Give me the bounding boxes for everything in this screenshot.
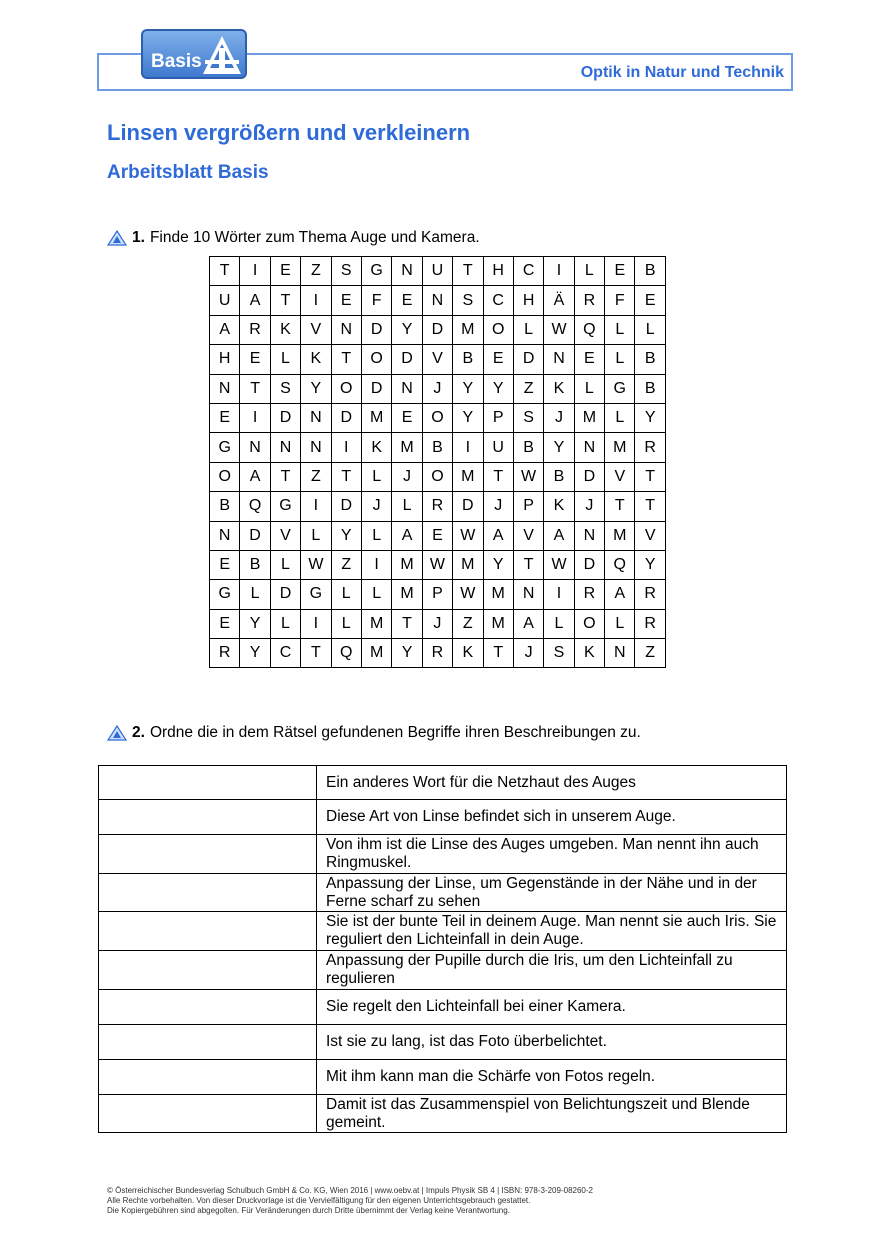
answer-field[interactable] xyxy=(99,874,317,912)
grid-cell[interactable]: Z xyxy=(453,609,483,638)
grid-cell[interactable]: M xyxy=(392,580,422,609)
grid-cell[interactable]: R xyxy=(635,609,665,638)
grid-cell[interactable]: T xyxy=(483,462,513,491)
grid-row xyxy=(210,639,666,668)
grid-cell[interactable]: B xyxy=(513,433,543,462)
grid-cell[interactable]: E xyxy=(240,345,270,374)
grid-cell[interactable]: B xyxy=(544,462,574,491)
grid-cell[interactable]: T xyxy=(331,345,361,374)
grid-cell[interactable]: N xyxy=(422,286,452,315)
grid-row xyxy=(210,609,666,638)
grid-cell[interactable]: V xyxy=(301,315,331,344)
matching-row xyxy=(99,1025,787,1060)
grid-cell[interactable]: F xyxy=(361,286,391,315)
grid-cell[interactable]: G xyxy=(301,580,331,609)
grid-cell[interactable]: V xyxy=(513,521,543,550)
grid-cell[interactable]: R xyxy=(574,580,604,609)
grid-cell[interactable]: N xyxy=(605,639,635,668)
grid-cell[interactable]: N xyxy=(392,374,422,403)
grid-cell[interactable]: D xyxy=(392,345,422,374)
description-cell: Ist sie zu lang, ist das Foto überbelichtet. xyxy=(317,1025,787,1060)
grid-cell[interactable]: R xyxy=(422,639,452,668)
grid-cell[interactable]: B xyxy=(210,492,240,521)
grid-cell[interactable]: M xyxy=(392,550,422,579)
grid-cell[interactable]: Z xyxy=(513,374,543,403)
triangle-level-icon xyxy=(107,230,127,246)
grid-cell[interactable]: N xyxy=(210,374,240,403)
grid-cell[interactable]: Y xyxy=(392,315,422,344)
grid-cell[interactable]: M xyxy=(453,550,483,579)
grid-row xyxy=(210,403,666,432)
grid-cell[interactable]: Y xyxy=(483,374,513,403)
footer-line-1: © Österreichischer Bundesverlag Schulbuch GmbH & Co. KG, Wien 2016 | www.oebv.at | Impuls Physik SB 4 | ISBN: 978-3-209-08260-2 xyxy=(107,1186,593,1195)
grid-cell[interactable]: H xyxy=(483,257,513,286)
grid-cell[interactable]: L xyxy=(635,315,665,344)
grid-cell[interactable]: D xyxy=(331,403,361,432)
grid-cell[interactable]: I xyxy=(453,433,483,462)
grid-cell[interactable]: D xyxy=(453,492,483,521)
grid-cell[interactable]: N xyxy=(574,521,604,550)
grid-cell[interactable]: D xyxy=(240,521,270,550)
page-subtitle: Arbeitsblatt Basis xyxy=(107,162,269,183)
grid-row xyxy=(210,315,666,344)
grid-cell[interactable]: W xyxy=(301,550,331,579)
grid-row xyxy=(210,492,666,521)
grid-cell[interactable]: P xyxy=(422,580,452,609)
description-cell: Damit ist das Zusammenspiel von Belichtungszeit und Blende gemeint. xyxy=(317,1095,787,1133)
section-title: Optik in Natur und Technik xyxy=(580,64,784,81)
basis-logo xyxy=(141,29,247,79)
grid-cell[interactable]: I xyxy=(361,550,391,579)
grid-cell[interactable]: I xyxy=(301,286,331,315)
grid-cell[interactable]: M xyxy=(605,433,635,462)
grid-cell[interactable]: E xyxy=(483,345,513,374)
grid-cell[interactable]: A xyxy=(544,521,574,550)
description-cell: Anpassung der Linse, um Gegenstände in der Nähe und in der Ferne scharf zu sehen xyxy=(317,874,787,912)
description-cell: Diese Art von Linse befindet sich in unserem Auge. xyxy=(317,800,787,835)
grid-row xyxy=(210,580,666,609)
grid-cell[interactable]: A xyxy=(605,580,635,609)
grid-cell[interactable]: O xyxy=(361,345,391,374)
grid-cell[interactable]: Y xyxy=(635,403,665,432)
grid-cell[interactable]: M xyxy=(605,521,635,550)
grid-cell[interactable]: S xyxy=(270,374,300,403)
grid-cell[interactable]: J xyxy=(361,492,391,521)
description-cell: Sie ist der bunte Teil in deinem Auge. Man nennt sie auch Iris. Sie reguliert den Lichteinfall in dein Auge. xyxy=(317,912,787,951)
answer-field[interactable] xyxy=(99,835,317,874)
grid-cell[interactable]: Z xyxy=(331,550,361,579)
grid-cell[interactable]: M xyxy=(453,315,483,344)
description-cell: Sie regelt den Lichteinfall bei einer Kamera. xyxy=(317,990,787,1025)
grid-cell[interactable]: L xyxy=(605,609,635,638)
grid-cell[interactable]: T xyxy=(483,639,513,668)
grid-cell[interactable]: J xyxy=(392,462,422,491)
page-title: Linsen vergrößern und verkleinern xyxy=(107,120,471,145)
grid-cell[interactable]: B xyxy=(635,257,665,286)
grid-cell[interactable]: D xyxy=(513,345,543,374)
grid-cell[interactable]: Q xyxy=(574,315,604,344)
grid-cell[interactable]: W xyxy=(453,580,483,609)
grid-cell[interactable]: T xyxy=(392,609,422,638)
matching-row xyxy=(99,835,787,874)
answer-field[interactable] xyxy=(99,1025,317,1060)
grid-cell[interactable]: Y xyxy=(240,639,270,668)
grid-cell[interactable]: U xyxy=(210,286,240,315)
answer-field[interactable] xyxy=(99,1060,317,1095)
grid-cell[interactable]: E xyxy=(422,521,452,550)
grid-cell[interactable]: N xyxy=(392,257,422,286)
grid-cell[interactable]: D xyxy=(331,492,361,521)
grid-cell[interactable]: Y xyxy=(301,374,331,403)
grid-cell[interactable]: W xyxy=(422,550,452,579)
grid-cell[interactable]: U xyxy=(422,257,452,286)
answer-field[interactable] xyxy=(99,990,317,1025)
grid-cell[interactable]: E xyxy=(331,286,361,315)
triangle-level-icon xyxy=(107,725,127,741)
task-2 xyxy=(107,724,641,742)
grid-cell[interactable]: E xyxy=(574,345,604,374)
grid-cell[interactable]: P xyxy=(483,403,513,432)
grid-cell[interactable]: V xyxy=(422,345,452,374)
grid-cell[interactable]: F xyxy=(605,286,635,315)
matching-table xyxy=(98,765,787,1133)
grid-cell[interactable]: R xyxy=(574,286,604,315)
grid-cell[interactable]: H xyxy=(513,286,543,315)
grid-cell[interactable]: Z xyxy=(635,639,665,668)
grid-cell[interactable]: P xyxy=(513,492,543,521)
grid-cell[interactable]: R xyxy=(635,433,665,462)
grid-cell[interactable]: L xyxy=(605,345,635,374)
grid-cell[interactable]: S xyxy=(331,257,361,286)
grid-cell[interactable]: H xyxy=(210,345,240,374)
grid-cell[interactable]: T xyxy=(513,550,543,579)
grid-cell[interactable]: A xyxy=(513,609,543,638)
grid-cell[interactable]: N xyxy=(301,403,331,432)
grid-cell[interactable]: E xyxy=(210,609,240,638)
grid-cell[interactable]: O xyxy=(574,609,604,638)
grid-cell[interactable]: V xyxy=(270,521,300,550)
grid-cell[interactable]: A xyxy=(240,462,270,491)
grid-cell[interactable]: L xyxy=(240,580,270,609)
grid-cell[interactable]: T xyxy=(270,286,300,315)
grid-cell[interactable]: M xyxy=(453,462,483,491)
grid-row xyxy=(210,462,666,491)
grid-row xyxy=(210,345,666,374)
grid-cell[interactable]: A xyxy=(240,286,270,315)
grid-cell[interactable]: S xyxy=(513,403,543,432)
grid-cell[interactable]: I xyxy=(240,403,270,432)
grid-cell[interactable]: R xyxy=(422,492,452,521)
matching-row xyxy=(99,1095,787,1133)
grid-cell[interactable]: R xyxy=(240,315,270,344)
grid-cell[interactable]: T xyxy=(301,639,331,668)
grid-cell[interactable]: E xyxy=(210,403,240,432)
grid-cell[interactable]: M xyxy=(574,403,604,432)
logo-text: Basis xyxy=(151,51,202,72)
grid-cell[interactable]: O xyxy=(210,462,240,491)
matching-row xyxy=(99,800,787,835)
grid-cell[interactable]: L xyxy=(270,345,300,374)
grid-cell[interactable]: I xyxy=(544,257,574,286)
grid-cell[interactable]: C xyxy=(270,639,300,668)
grid-cell[interactable]: C xyxy=(513,257,543,286)
grid-cell[interactable]: I xyxy=(240,257,270,286)
grid-cell[interactable]: M xyxy=(483,580,513,609)
task-2-number: 2. xyxy=(132,724,145,741)
grid-cell[interactable]: J xyxy=(483,492,513,521)
grid-cell[interactable]: U xyxy=(483,433,513,462)
grid-cell[interactable]: T xyxy=(635,462,665,491)
grid-cell[interactable]: E xyxy=(270,257,300,286)
grid-cell[interactable]: J xyxy=(574,492,604,521)
task-1-text: Finde 10 Wörter zum Thema Auge und Kamera. xyxy=(149,229,480,246)
grid-cell[interactable]: L xyxy=(574,374,604,403)
grid-cell[interactable]: N xyxy=(210,521,240,550)
grid-cell[interactable]: D xyxy=(422,315,452,344)
logo-triangle-icon xyxy=(201,34,243,76)
grid-cell[interactable]: N xyxy=(513,580,543,609)
grid-cell[interactable]: B xyxy=(635,374,665,403)
grid-cell[interactable]: O xyxy=(331,374,361,403)
grid-cell[interactable]: Y xyxy=(453,403,483,432)
grid-cell[interactable]: N xyxy=(301,433,331,462)
grid-cell[interactable]: Q xyxy=(605,550,635,579)
answer-field[interactable] xyxy=(99,800,317,835)
grid-cell[interactable]: G xyxy=(210,433,240,462)
grid-cell[interactable]: N xyxy=(544,345,574,374)
grid-cell[interactable]: I xyxy=(301,609,331,638)
grid-cell[interactable]: B xyxy=(422,433,452,462)
grid-cell[interactable]: L xyxy=(361,580,391,609)
description-cell: Anpassung der Pupille durch die Iris, um den Lichteinfall zu regulieren xyxy=(317,951,787,990)
grid-cell[interactable]: L xyxy=(574,257,604,286)
grid-cell[interactable]: E xyxy=(635,286,665,315)
grid-cell[interactable]: O xyxy=(422,462,452,491)
grid-cell[interactable]: N xyxy=(331,315,361,344)
grid-cell[interactable]: D xyxy=(574,462,604,491)
grid-cell[interactable]: L xyxy=(605,315,635,344)
grid-cell[interactable]: Z xyxy=(301,462,331,491)
grid-cell[interactable]: D xyxy=(270,580,300,609)
grid-cell[interactable]: J xyxy=(544,403,574,432)
grid-cell[interactable]: T xyxy=(331,462,361,491)
grid-cell[interactable]: K xyxy=(544,374,574,403)
matching-row xyxy=(99,912,787,951)
grid-cell[interactable]: K xyxy=(361,433,391,462)
grid-cell[interactable]: Y xyxy=(544,433,574,462)
grid-cell[interactable]: A xyxy=(392,521,422,550)
grid-cell[interactable]: B xyxy=(240,550,270,579)
grid-cell[interactable]: G xyxy=(210,580,240,609)
grid-cell[interactable]: T xyxy=(453,257,483,286)
grid-cell[interactable]: K xyxy=(270,315,300,344)
grid-cell[interactable]: Y xyxy=(453,374,483,403)
grid-cell[interactable]: I xyxy=(301,492,331,521)
grid-cell[interactable]: K xyxy=(544,492,574,521)
grid-cell[interactable]: V xyxy=(605,462,635,491)
task-1 xyxy=(107,229,480,247)
footer-line-3: Die Kopiergebühren sind abgegolten. Für Veränderungen durch Dritte übernimmt der Verlag keine Verantwortung. xyxy=(107,1206,510,1215)
grid-cell[interactable]: W xyxy=(544,550,574,579)
matching-row xyxy=(99,766,787,800)
matching-row xyxy=(99,874,787,912)
grid-cell[interactable]: K xyxy=(301,345,331,374)
task-1-number: 1. xyxy=(132,229,145,246)
grid-cell[interactable]: T xyxy=(270,462,300,491)
grid-cell[interactable]: L xyxy=(361,462,391,491)
grid-cell[interactable]: L xyxy=(513,315,543,344)
grid-cell[interactable]: J xyxy=(422,609,452,638)
grid-cell[interactable]: Y xyxy=(392,639,422,668)
grid-cell[interactable]: W xyxy=(453,521,483,550)
grid-cell[interactable]: Q xyxy=(331,639,361,668)
grid-cell[interactable]: E xyxy=(605,257,635,286)
grid-cell[interactable]: S xyxy=(453,286,483,315)
grid-cell[interactable]: M xyxy=(392,433,422,462)
grid-cell[interactable]: D xyxy=(361,374,391,403)
grid-cell[interactable]: M xyxy=(361,639,391,668)
grid-cell[interactable]: Y xyxy=(635,550,665,579)
grid-cell[interactable]: G xyxy=(270,492,300,521)
grid-cell[interactable]: L xyxy=(270,550,300,579)
grid-row xyxy=(210,374,666,403)
grid-cell[interactable]: L xyxy=(301,521,331,550)
grid-cell[interactable]: T xyxy=(635,492,665,521)
grid-cell[interactable]: E xyxy=(392,403,422,432)
grid-row xyxy=(210,286,666,315)
task-2-text: Ordne die in dem Rätsel gefundenen Begriffe ihren Beschreibungen zu. xyxy=(149,724,641,741)
matching-row xyxy=(99,1060,787,1095)
grid-row xyxy=(210,521,666,550)
grid-cell[interactable]: L xyxy=(605,403,635,432)
answer-field[interactable] xyxy=(99,766,317,800)
matching-row xyxy=(99,951,787,990)
grid-cell[interactable]: E xyxy=(210,550,240,579)
grid-cell[interactable]: D xyxy=(270,403,300,432)
grid-cell[interactable]: I xyxy=(331,433,361,462)
grid-cell[interactable]: S xyxy=(544,639,574,668)
grid-cell[interactable]: N xyxy=(240,433,270,462)
footer xyxy=(107,1186,593,1216)
grid-cell[interactable]: L xyxy=(361,521,391,550)
grid-row xyxy=(210,257,666,286)
grid-cell[interactable]: A xyxy=(483,521,513,550)
grid-row xyxy=(210,433,666,462)
grid-cell[interactable]: N xyxy=(574,433,604,462)
grid-cell[interactable]: K xyxy=(453,639,483,668)
grid-row xyxy=(210,550,666,579)
grid-cell[interactable]: Y xyxy=(240,609,270,638)
grid-cell[interactable]: L xyxy=(331,609,361,638)
description-cell: Von ihm ist die Linse des Auges umgeben. Man nennt ihn auch Ringmuskel. xyxy=(317,835,787,874)
grid-cell[interactable]: L xyxy=(331,580,361,609)
grid-cell[interactable]: L xyxy=(270,609,300,638)
grid-cell[interactable]: Y xyxy=(331,521,361,550)
grid-cell[interactable]: M xyxy=(361,609,391,638)
grid-cell[interactable]: R xyxy=(635,580,665,609)
grid-cell[interactable]: J xyxy=(513,639,543,668)
grid-cell[interactable]: K xyxy=(574,639,604,668)
grid-cell[interactable]: B xyxy=(635,345,665,374)
grid-cell[interactable]: T xyxy=(605,492,635,521)
grid-cell[interactable]: T xyxy=(210,257,240,286)
matching-row xyxy=(99,990,787,1025)
answer-field[interactable] xyxy=(99,912,317,951)
grid-cell[interactable]: G xyxy=(361,257,391,286)
grid-cell[interactable]: J xyxy=(422,374,452,403)
description-cell: Ein anderes Wort für die Netzhaut des Auges xyxy=(317,766,787,800)
grid-cell[interactable]: T xyxy=(240,374,270,403)
grid-cell[interactable]: W xyxy=(544,315,574,344)
grid-cell[interactable]: Z xyxy=(301,257,331,286)
grid-cell[interactable]: I xyxy=(544,580,574,609)
grid-cell[interactable]: D xyxy=(574,550,604,579)
description-cell: Mit ihm kann man die Schärfe von Fotos regeln. xyxy=(317,1060,787,1095)
grid-cell[interactable]: L xyxy=(544,609,574,638)
grid-cell[interactable]: E xyxy=(392,286,422,315)
grid-cell[interactable]: Ä xyxy=(544,286,574,315)
grid-cell[interactable]: O xyxy=(483,315,513,344)
grid-cell[interactable]: A xyxy=(210,315,240,344)
grid-cell[interactable]: R xyxy=(210,639,240,668)
word-search-grid xyxy=(209,256,666,668)
grid-cell[interactable]: N xyxy=(270,433,300,462)
grid-cell[interactable]: M xyxy=(483,609,513,638)
answer-field[interactable] xyxy=(99,1095,317,1133)
grid-cell[interactable]: M xyxy=(361,403,391,432)
grid-cell[interactable]: Y xyxy=(483,550,513,579)
grid-cell[interactable]: Q xyxy=(240,492,270,521)
grid-cell[interactable]: O xyxy=(422,403,452,432)
grid-cell[interactable]: W xyxy=(513,462,543,491)
grid-cell[interactable]: D xyxy=(361,315,391,344)
answer-field[interactable] xyxy=(99,951,317,990)
grid-cell[interactable]: V xyxy=(635,521,665,550)
footer-line-2: Alle Rechte vorbehalten. Von dieser Druckvorlage ist die Vervielfältigung für den eigenen Unterrichtsgebrauch gestattet. xyxy=(107,1196,531,1205)
grid-cell[interactable]: L xyxy=(392,492,422,521)
grid-cell[interactable]: G xyxy=(605,374,635,403)
grid-cell[interactable]: B xyxy=(453,345,483,374)
grid-cell[interactable]: C xyxy=(483,286,513,315)
